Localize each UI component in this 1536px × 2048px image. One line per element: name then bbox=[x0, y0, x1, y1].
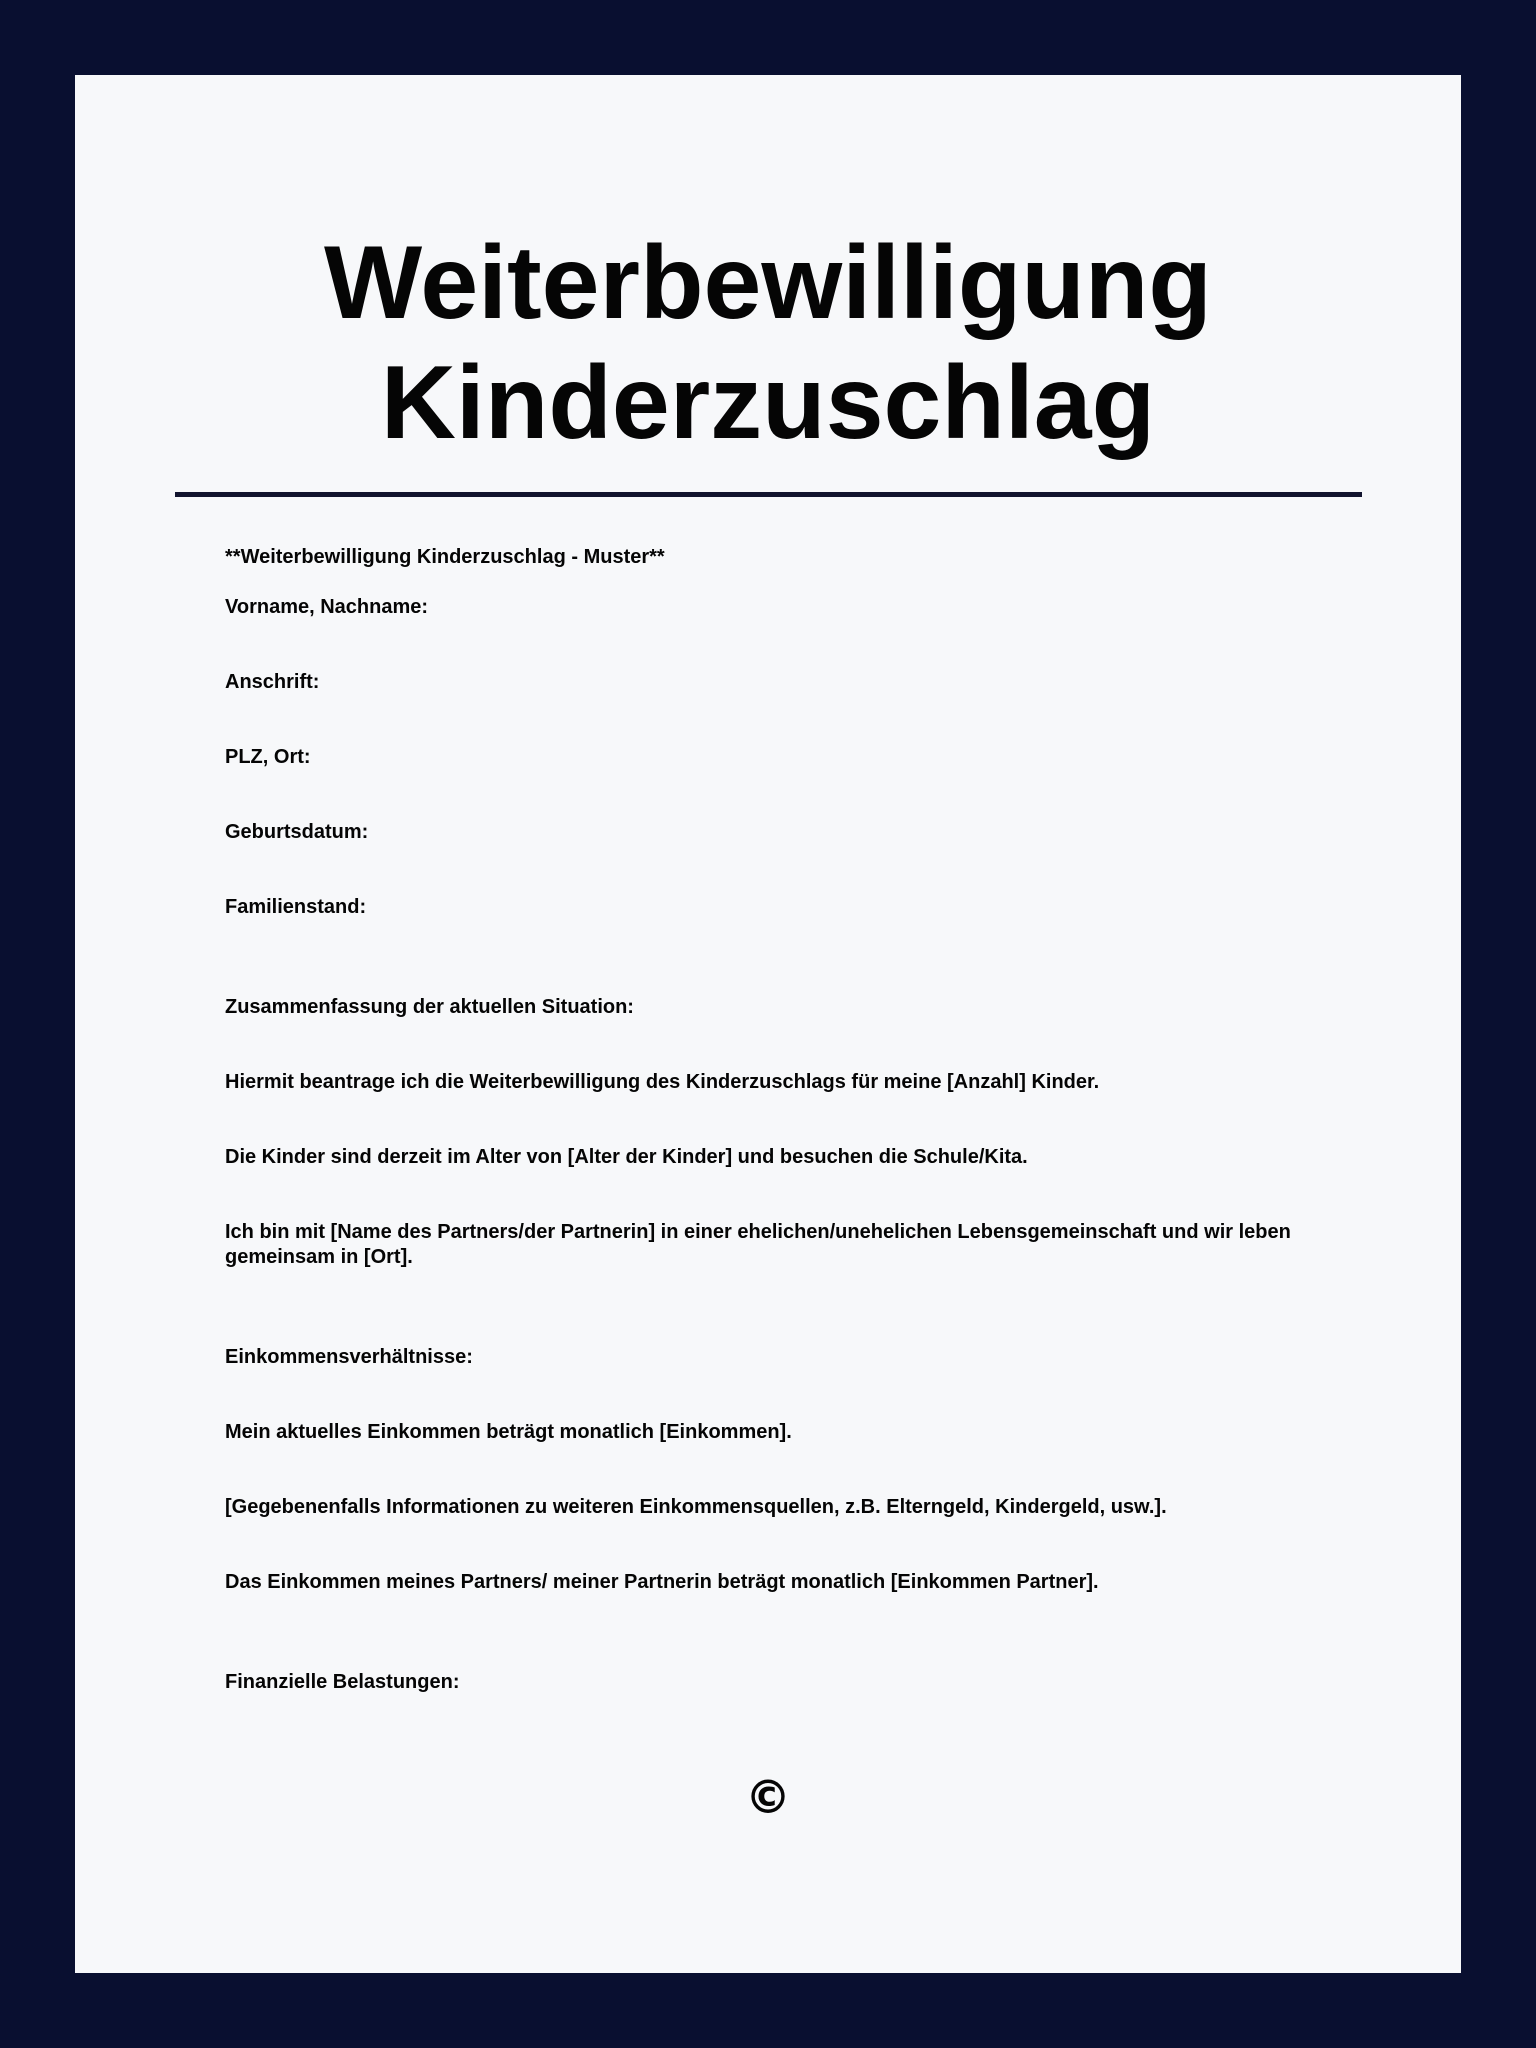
situation-paragraph-1: Hiermit beantrage ich die Weiterbewilligung des Kinderzuschlags für meine [Anzahl] Kinder. bbox=[225, 1071, 1100, 1093]
income-paragraph-2: [Gegebenenfalls Informationen zu weiteren Einkommensquellen, z.B. Elterngeld, Kindergeld, usw.]. bbox=[225, 1496, 1167, 1518]
situation-paragraph-2: Die Kinder sind derzeit im Alter von [Alter der Kinder] und besuchen die Schule/Kita. bbox=[225, 1146, 1028, 1168]
document-page bbox=[75, 75, 1461, 1973]
title-line-2: Kinderzuschlag bbox=[380, 345, 1156, 461]
document-subtitle: **Weiterbewilligung Kinderzuschlag - Muster** bbox=[225, 546, 665, 568]
title-divider bbox=[175, 492, 1362, 497]
document-title bbox=[75, 223, 1461, 463]
income-paragraph-1: Mein aktuelles Einkommen beträgt monatlich [Einkommen]. bbox=[225, 1421, 792, 1443]
income-heading: Einkommensverhältnisse: bbox=[225, 1346, 473, 1368]
income-paragraph-3: Das Einkommen meines Partners/ meiner Partnerin beträgt monatlich [Einkommen Partner]. bbox=[225, 1571, 1099, 1593]
burdens-heading: Finanzielle Belastungen: bbox=[225, 1671, 460, 1693]
situation-heading: Zusammenfassung der aktuellen Situation: bbox=[225, 996, 634, 1018]
field-zip-city-label: PLZ, Ort: bbox=[225, 746, 311, 768]
field-name-label: Vorname, Nachname: bbox=[225, 596, 429, 618]
field-marital-status-label: Familienstand: bbox=[225, 896, 367, 918]
field-address-label: Anschrift: bbox=[225, 671, 320, 693]
title-line-1: Weiterbewilligung bbox=[324, 225, 1212, 341]
situation-paragraph-3: Ich bin mit [Name des Partners/der Partnerin] in einer ehelichen/unehelichen Lebensgemeinschaft und wir leben gemeinsam in [Ort]. bbox=[225, 1221, 1291, 1268]
copyright-icon: © bbox=[745, 1770, 791, 1824]
field-birthdate-label: Geburtsdatum: bbox=[225, 821, 369, 843]
